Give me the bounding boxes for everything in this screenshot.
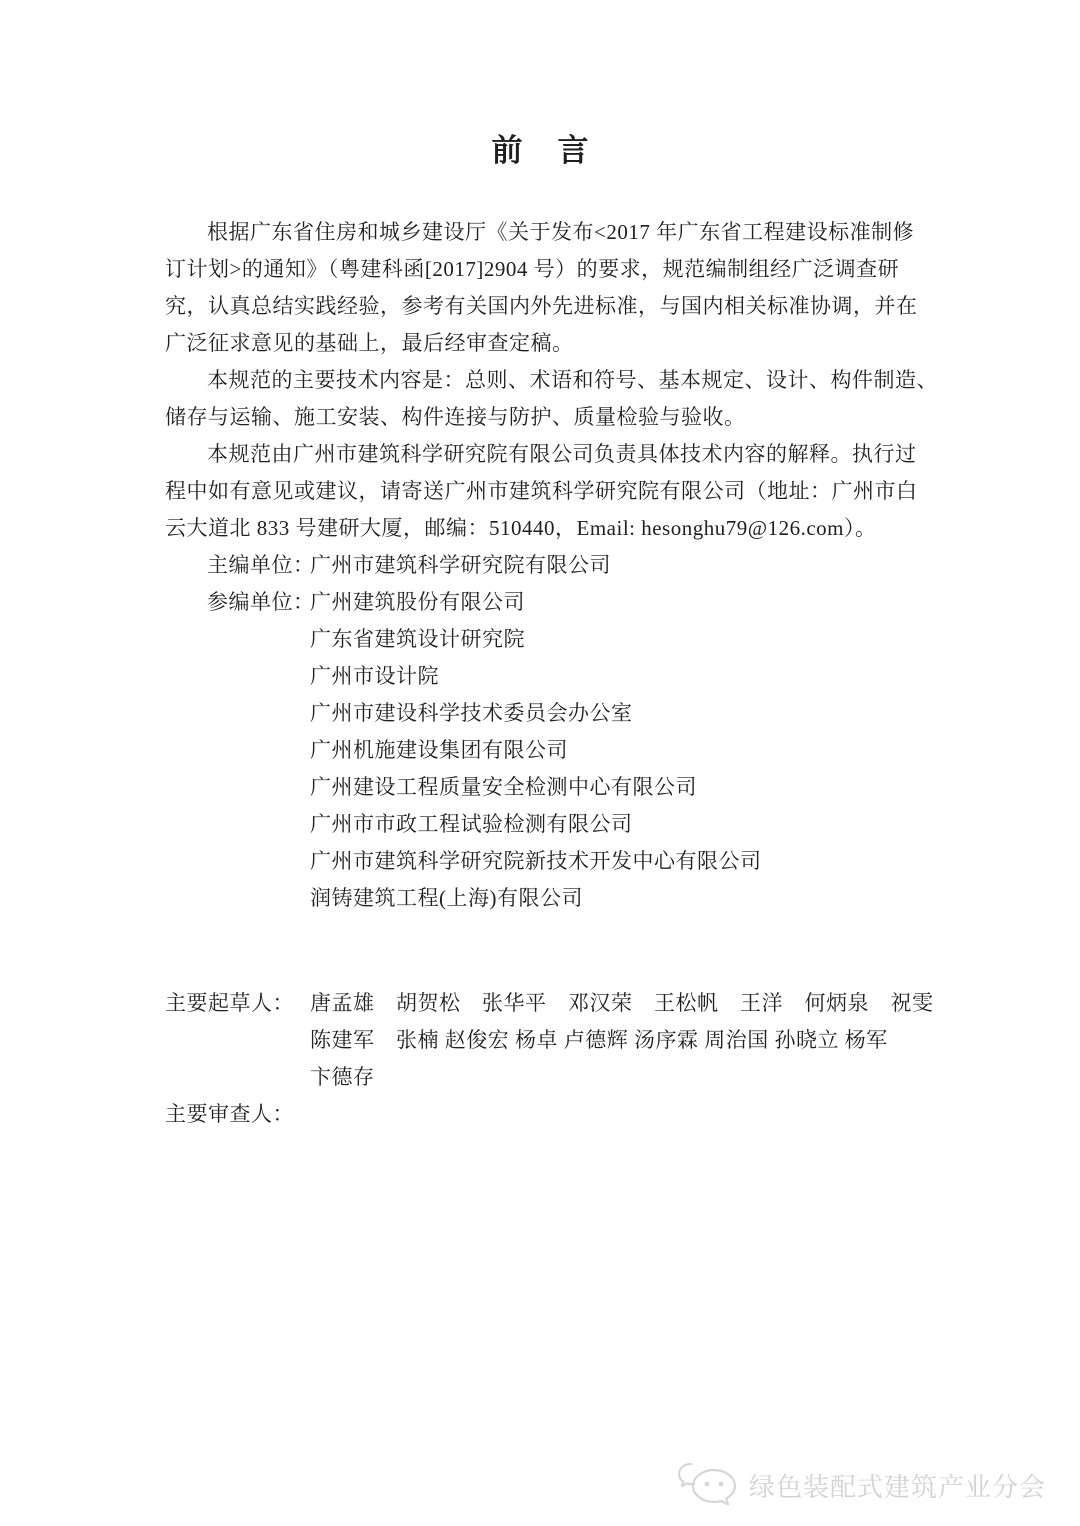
co-editor-value: 广州市设计院 bbox=[310, 664, 439, 688]
editing-units-block bbox=[165, 547, 917, 917]
co-editor-value: 广州市市政工程试验检测有限公司 bbox=[310, 812, 633, 836]
paragraph-line: 程中如有意见或建议，请寄送广州市建筑科学研究院有限公司（地址：广州市白 bbox=[165, 479, 918, 503]
drafters-block bbox=[165, 985, 934, 1133]
co-editor-value: 广东省建筑设计研究院 bbox=[310, 627, 525, 651]
co-editor-row bbox=[165, 880, 917, 917]
co-editor-row bbox=[165, 695, 917, 732]
drafters-label: 主要起草人： bbox=[165, 991, 294, 1015]
paragraph-line: 订计划>的通知》（粤建科函[2017]2904 号）的要求，规范编制组经广泛调查研 bbox=[165, 257, 900, 281]
co-editor-value: 广州机施建设集团有限公司 bbox=[310, 738, 568, 762]
paragraph-line: 广泛征求意见的基础上，最后经审查定稿。 bbox=[165, 331, 574, 355]
co-editor-value: 广州建筑股份有限公司 bbox=[310, 590, 525, 614]
co-editor-value: 广州建设工程质量安全检测中心有限公司 bbox=[310, 775, 697, 799]
drafters-names: 唐孟雄 胡贺松 张华平 邓汉荣 王松帆 王洋 何炳泉 祝雯 bbox=[310, 991, 934, 1015]
drafters-row bbox=[165, 985, 934, 1022]
co-editor-label: 参编单位： bbox=[207, 590, 315, 614]
paragraph-line: 本规范的主要技术内容是：总则、术语和符号、基本规定、设计、构件制造、 bbox=[207, 368, 938, 392]
paragraph-line: 云大道北 833 号建研大厦，邮编：510440，Email: hesonghu79@126.com）。 bbox=[165, 516, 877, 540]
chief-editor-value: 广州市建筑科学研究院有限公司 bbox=[310, 553, 611, 577]
chief-editor-row bbox=[165, 547, 917, 584]
paragraph-line: 储存与运输、施工安装、构件连接与防护、质量检验与验收。 bbox=[165, 405, 746, 429]
drafters-names: 陈建军 张楠 赵俊宏 杨卓 卢德辉 汤序霖 周治国 孙晓立 杨军 bbox=[310, 1028, 888, 1052]
paragraph-intro bbox=[165, 214, 917, 362]
wechat-icon bbox=[677, 1460, 739, 1510]
co-editor-value: 润铸建筑工程(上海)有限公司 bbox=[310, 886, 583, 910]
co-editor-row bbox=[165, 621, 917, 658]
co-editor-value: 广州市建筑科学研究院新技术开发中心有限公司 bbox=[310, 849, 762, 873]
co-editor-row bbox=[165, 658, 917, 695]
reviewers-row bbox=[165, 1096, 917, 1133]
paragraph-interpretation bbox=[165, 436, 917, 547]
page-content bbox=[165, 128, 938, 1133]
reviewers-label: 主要审查人： bbox=[165, 1102, 294, 1126]
watermark bbox=[677, 1460, 1046, 1510]
drafters-names: 卞德存 bbox=[310, 1065, 375, 1089]
paragraph-line: 根据广东省住房和城乡建设厅《关于发布<2017 年广东省工程建设标准制修 bbox=[207, 220, 915, 244]
paragraph-line: 本规范由广州市建筑科学研究院有限公司负责具体技术内容的解释。执行过 bbox=[207, 442, 917, 466]
co-editor-row bbox=[165, 584, 917, 621]
paragraph-contents bbox=[165, 362, 938, 436]
page-title: 前 言 bbox=[491, 133, 591, 168]
watermark-text: 绿色装配式建筑产业分会 bbox=[748, 1471, 1046, 1502]
chief-editor-label: 主编单位： bbox=[207, 553, 315, 577]
drafters-row bbox=[165, 1059, 917, 1096]
co-editor-row bbox=[165, 843, 917, 880]
co-editor-value: 广州市建设科学技术委员会办公室 bbox=[310, 701, 633, 725]
co-editor-row bbox=[165, 769, 917, 806]
drafters-row bbox=[165, 1022, 917, 1059]
co-editor-row bbox=[165, 732, 917, 769]
co-editor-row bbox=[165, 806, 917, 843]
paragraph-line: 究，认真总结实践经验，参考有关国内外先进标准，与国内相关标准协调，并在 bbox=[165, 294, 918, 318]
